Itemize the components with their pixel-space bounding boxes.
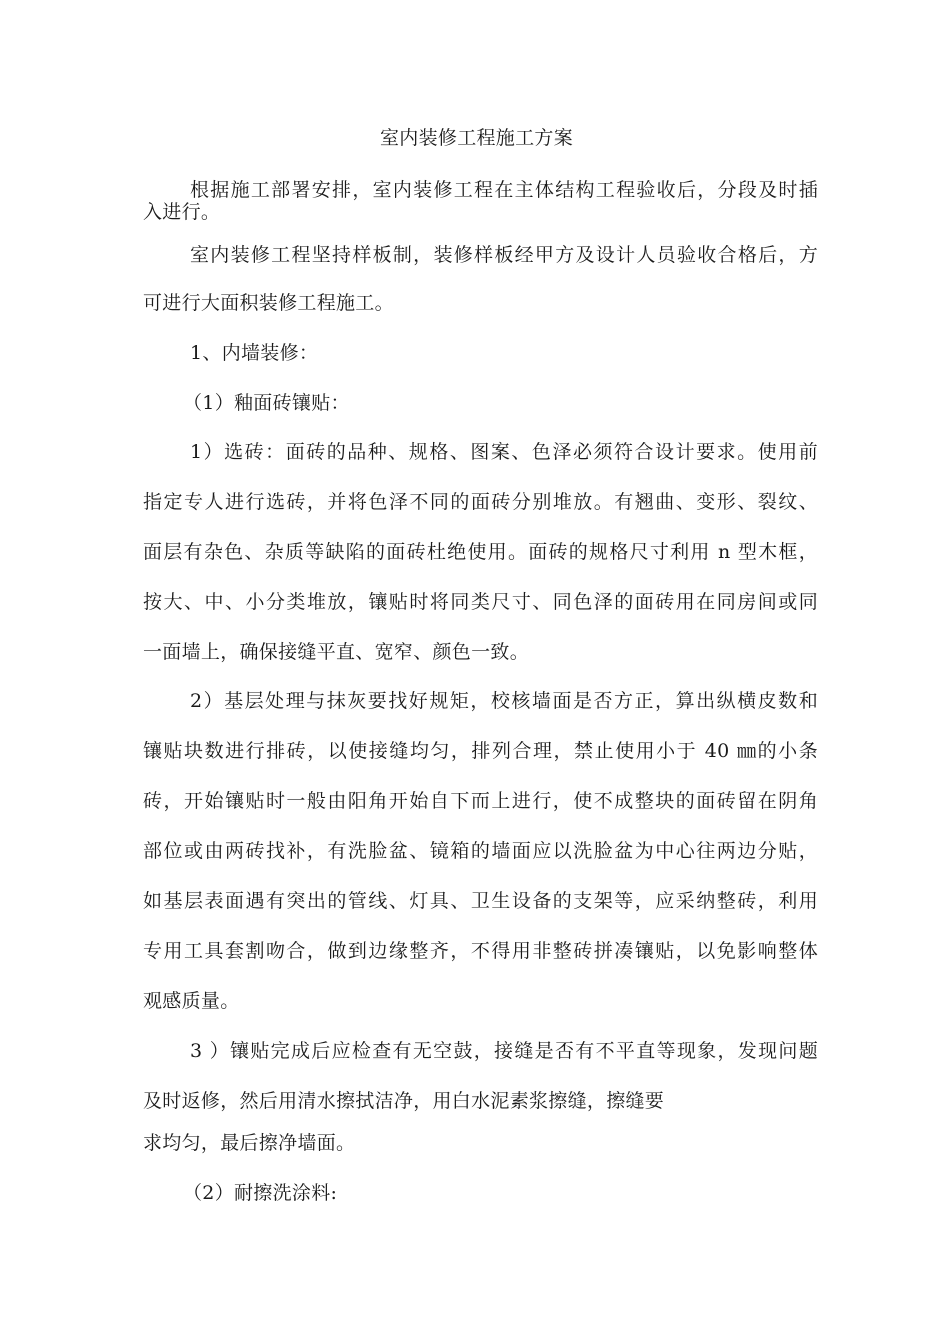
paragraph-line: 观感质量。 bbox=[143, 990, 240, 1012]
subsection-heading: （1）釉面砖镶贴： bbox=[183, 392, 350, 414]
paragraph-line: 1）选砖：面砖的品种、规格、图案、色泽必须符合设计要求。使用前 bbox=[190, 441, 818, 463]
paragraph-line: 室内装修工程坚持样板制，装修样板经甲方及设计人员验收合格后，方 bbox=[190, 244, 818, 266]
section-heading: 1、内墙装修： bbox=[190, 342, 319, 364]
paragraph-line: 专用工具套割吻合，做到边缘整齐，不得用非整砖拼凑镶贴，以免影响整体 bbox=[143, 940, 818, 962]
paragraph-line: 入进行。 bbox=[143, 201, 221, 223]
paragraph-line: 面层有杂色、杂质等缺陷的面砖杜绝使用。面砖的规格尺寸利用 n 型木框， bbox=[143, 541, 818, 563]
paragraph-line: 2）基层处理与抹灰要找好规矩，校核墙面是否方正，算出纵横皮数和 bbox=[190, 690, 818, 712]
paragraph-line: 一面墙上，确保接缝平直、宽窄、颜色一致。 bbox=[143, 641, 530, 663]
paragraph-line: 求均匀，最后擦净墙面。 bbox=[143, 1132, 356, 1154]
paragraph-line: 及时返修，然后用清水擦拭洁净，用白水泥素浆擦缝，擦缝要 bbox=[143, 1090, 665, 1112]
paragraph-line: 如基层表面遇有突出的管线、灯具、卫生设备的支架等，应采纳整砖，利用 bbox=[143, 890, 818, 912]
paragraph-line: 3 ）镶贴完成后应检查有无空鼓，接缝是否有不平直等现象，发现问题 bbox=[190, 1040, 818, 1062]
paragraph-line: 可进行大面积装修工程施工。 bbox=[143, 292, 394, 314]
subsection-heading: （2）耐擦洗涂料: bbox=[183, 1182, 338, 1204]
document-title: 室内装修工程施工方案 bbox=[380, 127, 574, 149]
paragraph-line: 砖，开始镶贴时一般由阳角开始自下而上进行，使不成整块的面砖留在阴角 bbox=[143, 790, 818, 812]
paragraph-line: 按大、中、小分类堆放，镶贴时将同类尺寸、同色泽的面砖用在同房间或同 bbox=[143, 591, 818, 613]
paragraph-line: 指定专人进行选砖，并将色泽不同的面砖分别堆放。有翘曲、变形、裂纹、 bbox=[143, 491, 818, 513]
paragraph-line: 部位或由两砖找补，有洗脸盆、镜箱的墙面应以洗脸盆为中心往两边分贴， bbox=[143, 840, 818, 862]
paragraph-line: 根据施工部署安排，室内装修工程在主体结构工程验收后，分段及时插 bbox=[190, 179, 818, 201]
paragraph-line: 镶贴块数进行排砖，以使接缝均匀，排列合理，禁止使用小于 40 ㎜的小条 bbox=[143, 740, 818, 762]
